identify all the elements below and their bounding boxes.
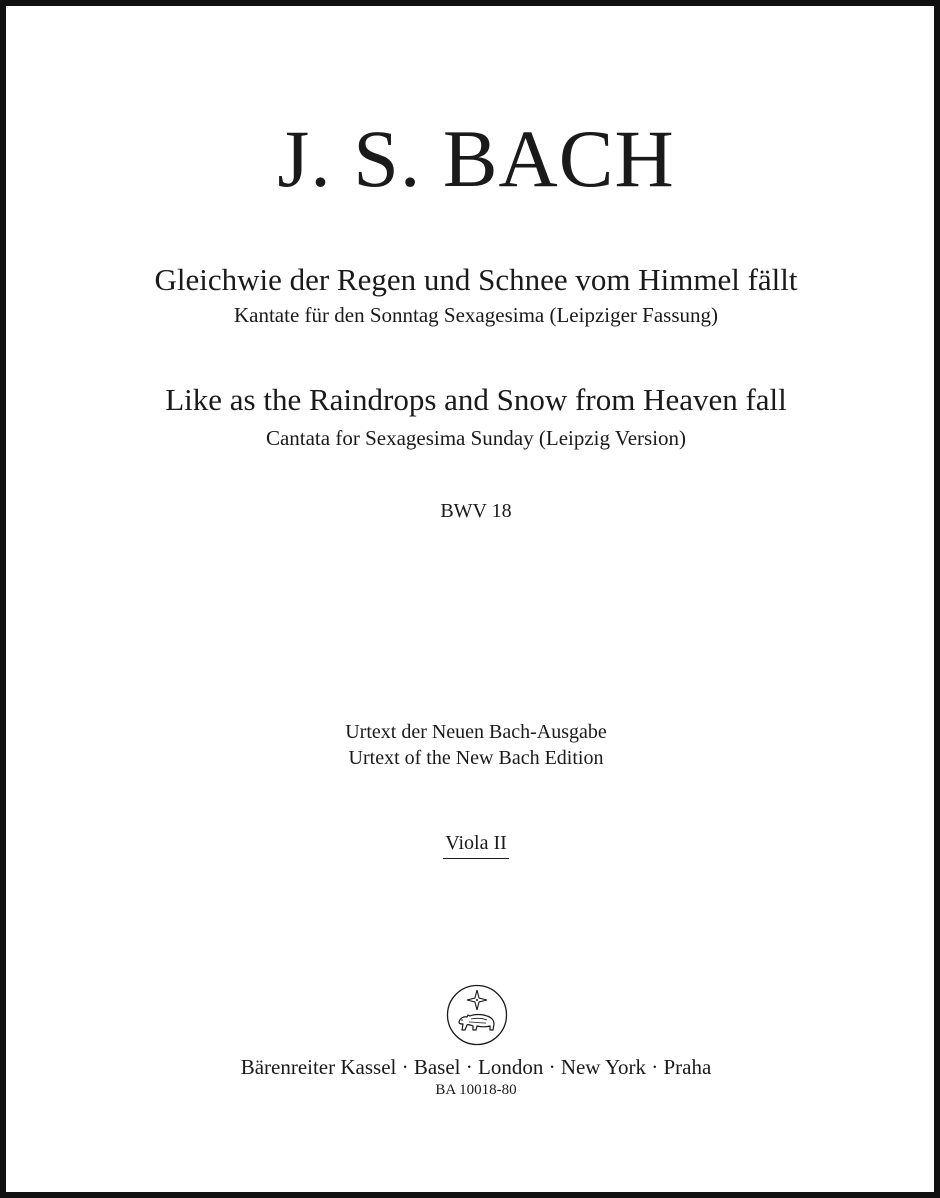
german-title: Gleichwie der Regen und Schnee vom Himmel fällt [154,262,798,297]
urtext-german: Urtext der Neuen Bach-Ausgabe [345,721,607,743]
german-subtitle: Kantate für den Sonntag Sexagesima (Leipziger Fassung) [233,303,719,327]
catalog-number: BWV 18 [440,500,512,522]
english-title: Like as the Raindrops and Snow from Heaven fall [165,382,787,417]
baerenreiter-bear-star-logo-icon [446,984,508,1046]
urtext-english: Urtext of the New Bach Edition [348,747,604,769]
english-subtitle: Cantata for Sexagesima Sunday (Leipzig Version) [265,426,687,450]
part-heading [6,833,940,859]
edition-number: BA 10018-80 [435,1082,517,1098]
publisher-line: Bärenreiter Kassel · Basel · London · New York · Praha [240,1055,712,1079]
composer-name: J. S. BACH [277,113,675,204]
part-label: Viola II [443,833,509,859]
